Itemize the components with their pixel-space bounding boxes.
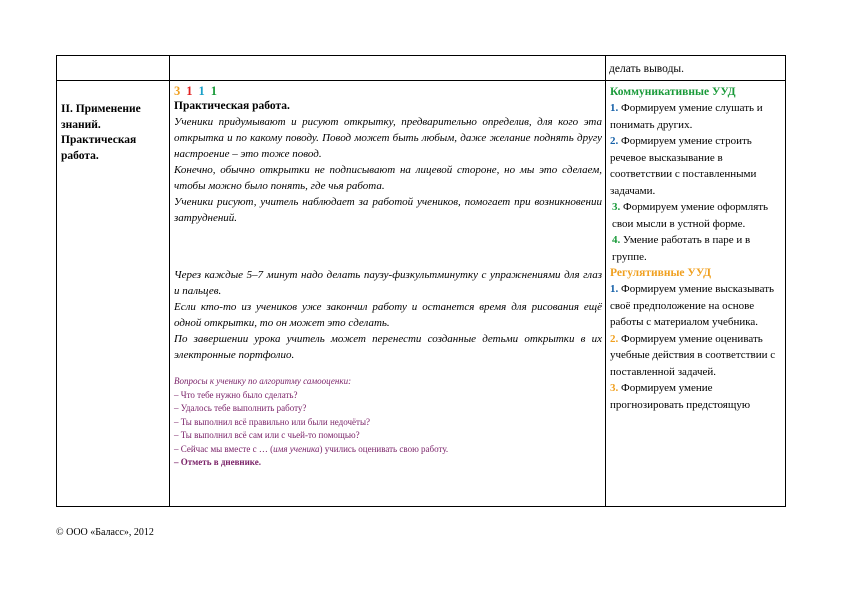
copyright-footer: © ООО «Баласс», 2012 — [56, 527, 154, 538]
question: – Ты выполнил всё сам или с чьей-то помощью? — [174, 430, 360, 440]
stage-title: II. Применение знаний. Практическая работа. — [61, 103, 141, 162]
question: – Ты выполнил всё правильно или были недочёты? — [174, 416, 371, 427]
question: – Удалось тебе выполнить работу? — [174, 403, 307, 413]
top-row-cell-stage — [57, 56, 170, 81]
top-row-text: делать выводы. — [609, 63, 685, 75]
student-name-placeholder: имя ученика — [273, 443, 320, 454]
uud-item: 3. Формируем умение оформлять свои мысли в устной форме. — [612, 201, 769, 230]
question: – Сейчас мы вместе с … (имя ученика) учились оценивать свою работу. — [174, 443, 449, 454]
questions-title: Вопросы к ученику по алгоритму самооценки: — [174, 376, 352, 386]
paragraph: Конечно, обычно открытки не подписывают на лицевой стороне, но мы это сделаем, чтобы можно было понять, где чья работа. — [174, 164, 602, 192]
task-number: 1 — [210, 84, 218, 98]
task-numbers — [174, 84, 602, 99]
paragraph: Если кто-то из учеников уже закончил работу и останется время для рисования ещё одной открытки, то он может это сделать. — [174, 301, 602, 329]
paragraph: Ученики рисуют, учитель наблюдает за работой учеников, помогает при возникновении затруднений. — [174, 196, 602, 224]
uud-item: 1. Формируем умение слушать и понимать других. — [610, 102, 763, 131]
practical-work-title: Практическая работа. — [174, 100, 290, 112]
uud-item: 3. Формируем умение прогнозировать предстоящую — [610, 382, 751, 411]
lesson-table — [56, 55, 786, 507]
top-row-cell-uud — [606, 56, 786, 81]
paragraph: Через каждые 5–7 минут надо делать паузу-физкультминутку с упражнениями для глаз и пальцев. — [174, 269, 602, 297]
self-assessment-questions — [174, 375, 602, 470]
question: – Что тебе нужно было сделать? — [174, 389, 298, 400]
top-row-cell-content — [170, 56, 606, 81]
regulatory-uud-header: Регулятивные УУД — [610, 267, 712, 279]
task-number: 1 — [198, 84, 206, 98]
task-number: 3 — [174, 84, 182, 98]
uud-item: 4. Умение работать в паре и в группе. — [612, 234, 751, 263]
task-number: 1 — [186, 84, 194, 98]
uud-item: 2. Формируем умение строить речевое высказывание в соответствии с поставленными задачами. — [610, 135, 757, 197]
communicative-uud-header: Коммуникативные УУД — [610, 86, 736, 98]
uud-item: 2. Формируем умение оценивать учебные действия в соответствии с поставленной задачей. — [610, 332, 776, 378]
content-cell — [170, 81, 606, 507]
uud-item: 1. Формируем умение высказывать своё предположение на основе работы с материалом учебника. — [610, 283, 775, 328]
stage-cell — [57, 81, 170, 507]
question: – Отметь в дневнике. — [174, 457, 262, 467]
paragraph: Ученики придумывают и рисуют открытку, предварительно определив, для кого эта открытка и по какому поводу. Повод может быть любым, даже желание поднять другу настроение – это тоже повод. — [174, 116, 602, 160]
uud-cell — [606, 81, 786, 507]
paragraph: По завершении урока учитель может перенести созданные детьми открытки в их электронные портфолио. — [174, 333, 602, 361]
